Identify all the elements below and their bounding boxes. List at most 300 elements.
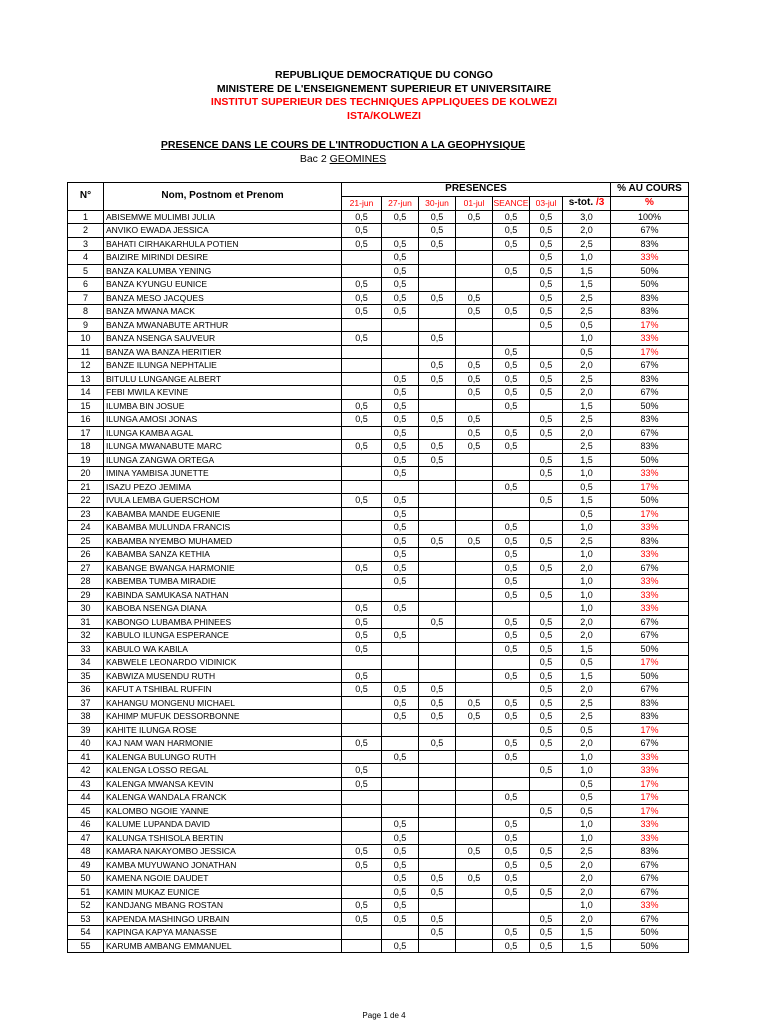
student-name: BANZA NSENGA SAUVEUR	[104, 332, 342, 346]
percent-cell: 83%	[611, 710, 689, 724]
table-row	[68, 899, 689, 913]
presence-cell: 0,5	[382, 534, 419, 548]
presence-cell: 0,5	[530, 453, 563, 467]
presence-cell: 0,5	[382, 885, 419, 899]
presence-cell	[342, 885, 382, 899]
percent-cell: 33%	[611, 575, 689, 589]
subtotal-cell: 2,0	[563, 629, 611, 643]
presence-cell: 0,5	[530, 318, 563, 332]
presence-cell	[456, 791, 493, 805]
row-number: 22	[68, 494, 104, 508]
subtotal-cell: 1,0	[563, 602, 611, 616]
presence-cell: 0,5	[342, 899, 382, 913]
presence-cell: 0,5	[342, 683, 382, 697]
student-name: ABISEMWE MULIMBI JULIA	[104, 210, 342, 224]
presence-cell	[493, 494, 530, 508]
student-name: KALUNGA TSHISOLA BERTIN	[104, 831, 342, 845]
table-row	[68, 440, 689, 454]
col-header-name: Nom, Postnom et Prenom	[104, 183, 342, 211]
row-number: 11	[68, 345, 104, 359]
col-header-presences: PRESENCES	[342, 183, 611, 197]
presence-cell	[419, 845, 456, 859]
presence-cell: 0,5	[382, 696, 419, 710]
presence-cell	[493, 291, 530, 305]
row-number: 21	[68, 480, 104, 494]
row-number: 41	[68, 750, 104, 764]
presence-cell: 0,5	[419, 413, 456, 427]
row-number: 48	[68, 845, 104, 859]
presence-cell	[382, 764, 419, 778]
percent-cell: 67%	[611, 426, 689, 440]
presence-cell	[419, 588, 456, 602]
presence-cell: 0,5	[342, 602, 382, 616]
percent-cell: 17%	[611, 507, 689, 521]
presence-cell: 0,5	[530, 885, 563, 899]
table-row	[68, 737, 689, 751]
presence-cell	[342, 656, 382, 670]
presence-cell	[493, 899, 530, 913]
student-name: BANZA KALUMBA YENING	[104, 264, 342, 278]
table-row	[68, 305, 689, 319]
row-number: 25	[68, 534, 104, 548]
presence-cell: 0,5	[493, 696, 530, 710]
presence-cell: 0,5	[493, 939, 530, 953]
presence-cell: 0,5	[530, 615, 563, 629]
presence-cell: 0,5	[493, 345, 530, 359]
student-name: FEBI MWILA KEVINE	[104, 386, 342, 400]
presence-cell	[419, 602, 456, 616]
presence-cell	[382, 615, 419, 629]
table-row	[68, 615, 689, 629]
presence-cell: 0,5	[456, 386, 493, 400]
presence-cell	[530, 818, 563, 832]
presence-cell	[456, 939, 493, 953]
presence-cell	[456, 264, 493, 278]
presence-cell	[493, 602, 530, 616]
col-header-number: N°	[68, 183, 104, 211]
presence-cell: 0,5	[530, 413, 563, 427]
presence-cell: 0,5	[382, 237, 419, 251]
table-row	[68, 629, 689, 643]
presence-cell	[382, 669, 419, 683]
subtotal-suffix: /3	[595, 196, 605, 208]
percent-cell: 67%	[611, 359, 689, 373]
presence-cell	[382, 345, 419, 359]
presence-cell: 0,5	[382, 845, 419, 859]
subtotal-cell: 2,0	[563, 224, 611, 238]
row-number: 5	[68, 264, 104, 278]
presence-cell	[342, 926, 382, 940]
date-header: 03-jul	[530, 196, 563, 210]
presence-cell: 0,5	[493, 926, 530, 940]
presence-cell: 0,5	[530, 710, 563, 724]
row-number: 24	[68, 521, 104, 535]
presence-cell: 0,5	[342, 278, 382, 292]
student-name: ILUNGA KAMBA AGAL	[104, 426, 342, 440]
table-row	[68, 345, 689, 359]
subtotal-label: s-tot.	[568, 196, 594, 208]
subtotal-cell: 0,5	[563, 345, 611, 359]
presence-cell	[419, 345, 456, 359]
row-number: 28	[68, 575, 104, 589]
table-row	[68, 224, 689, 238]
presence-cell: 0,5	[493, 264, 530, 278]
percent-cell: 100%	[611, 210, 689, 224]
presence-cell: 0,5	[382, 507, 419, 521]
student-name: KABAMBA MULUNDA FRANCIS	[104, 521, 342, 535]
presence-cell: 0,5	[530, 642, 563, 656]
table-row	[68, 683, 689, 697]
presence-cell	[419, 386, 456, 400]
presence-cell: 0,5	[456, 305, 493, 319]
date-header: 01-jul	[456, 196, 493, 210]
row-number: 17	[68, 426, 104, 440]
presence-cell: 0,5	[530, 723, 563, 737]
percent-cell: 17%	[611, 345, 689, 359]
presence-cell: 0,5	[493, 642, 530, 656]
presence-cell: 0,5	[419, 291, 456, 305]
subtitle-prefix: Bac 2	[299, 153, 330, 165]
percent-cell: 33%	[611, 467, 689, 481]
presence-cell: 0,5	[382, 912, 419, 926]
presence-cell	[342, 831, 382, 845]
presence-cell: 0,5	[382, 818, 419, 832]
percent-cell: 67%	[611, 885, 689, 899]
presence-cell	[419, 561, 456, 575]
presence-cell: 0,5	[530, 372, 563, 386]
presence-cell: 0,5	[530, 494, 563, 508]
subtotal-cell: 0,5	[563, 507, 611, 521]
table-body	[68, 210, 689, 953]
presence-cell: 0,5	[382, 210, 419, 224]
presence-cell	[456, 494, 493, 508]
presence-cell: 0,5	[493, 372, 530, 386]
presence-cell	[530, 575, 563, 589]
presence-cell: 0,5	[493, 534, 530, 548]
attendance-table	[67, 182, 689, 953]
presence-cell	[530, 507, 563, 521]
percent-cell: 67%	[611, 737, 689, 751]
presence-cell: 0,5	[530, 737, 563, 751]
percent-cell: 50%	[611, 669, 689, 683]
row-number: 33	[68, 642, 104, 656]
presence-cell: 0,5	[382, 278, 419, 292]
table-row	[68, 386, 689, 400]
presence-cell: 0,5	[456, 372, 493, 386]
table-row	[68, 791, 689, 805]
presence-cell	[493, 413, 530, 427]
table-row	[68, 723, 689, 737]
percent-cell: 17%	[611, 723, 689, 737]
presence-cell	[419, 548, 456, 562]
presence-cell	[456, 453, 493, 467]
presence-cell	[382, 480, 419, 494]
subtotal-cell: 0,5	[563, 480, 611, 494]
presence-cell	[456, 656, 493, 670]
percent-cell: 17%	[611, 480, 689, 494]
presence-cell: 0,5	[342, 291, 382, 305]
presence-cell: 0,5	[493, 224, 530, 238]
presence-cell	[382, 224, 419, 238]
table-row	[68, 561, 689, 575]
row-number: 35	[68, 669, 104, 683]
table-head	[68, 183, 689, 211]
institute-line: INSTITUT SUPERIEUR DES TECHNIQUES APPLIQUEES DE KOLWEZI	[210, 96, 558, 108]
table-row	[68, 278, 689, 292]
subtotal-cell: 2,5	[563, 413, 611, 427]
subtotal-cell: 2,0	[563, 737, 611, 751]
presence-cell: 0,5	[382, 264, 419, 278]
row-number: 13	[68, 372, 104, 386]
row-number: 10	[68, 332, 104, 346]
presence-cell	[342, 251, 382, 265]
row-number: 23	[68, 507, 104, 521]
presence-cell: 0,5	[456, 696, 493, 710]
subtotal-cell: 1,5	[563, 278, 611, 292]
table-row	[68, 764, 689, 778]
row-number: 55	[68, 939, 104, 953]
subtotal-cell: 1,5	[563, 453, 611, 467]
presence-cell	[342, 318, 382, 332]
presence-cell	[342, 575, 382, 589]
percent-cell: 17%	[611, 656, 689, 670]
percent-cell: 33%	[611, 750, 689, 764]
presence-cell: 0,5	[382, 291, 419, 305]
table-row	[68, 831, 689, 845]
row-number: 53	[68, 912, 104, 926]
presence-cell	[419, 791, 456, 805]
presence-cell	[456, 345, 493, 359]
presence-cell: 0,5	[419, 926, 456, 940]
row-number: 27	[68, 561, 104, 575]
table-row	[68, 332, 689, 346]
row-number: 18	[68, 440, 104, 454]
row-number: 51	[68, 885, 104, 899]
subtotal-cell: 1,0	[563, 575, 611, 589]
row-number: 37	[68, 696, 104, 710]
presence-cell	[530, 899, 563, 913]
row-number: 36	[68, 683, 104, 697]
table-row	[68, 399, 689, 413]
presence-cell: 0,5	[493, 831, 530, 845]
presence-cell: 0,5	[419, 534, 456, 548]
date-header: 30-jun	[419, 196, 456, 210]
percent-cell: 67%	[611, 615, 689, 629]
presence-cell: 0,5	[530, 764, 563, 778]
presence-cell	[342, 791, 382, 805]
presence-cell: 0,5	[382, 426, 419, 440]
percent-cell: 17%	[611, 318, 689, 332]
student-name: KALENGA LOSSO REGAL	[104, 764, 342, 778]
presence-cell: 0,5	[530, 588, 563, 602]
presence-cell	[456, 831, 493, 845]
subtotal-cell: 1,0	[563, 899, 611, 913]
subtotal-cell: 1,0	[563, 818, 611, 832]
presence-cell	[342, 534, 382, 548]
presence-cell: 0,5	[342, 440, 382, 454]
presence-cell: 0,5	[493, 615, 530, 629]
presence-cell: 0,5	[493, 845, 530, 859]
presence-cell: 0,5	[530, 858, 563, 872]
presence-cell: 0,5	[382, 251, 419, 265]
presence-cell: 0,5	[493, 237, 530, 251]
table-row	[68, 845, 689, 859]
subtotal-cell: 1,5	[563, 494, 611, 508]
presence-cell: 0,5	[342, 224, 382, 238]
subtotal-cell: 1,5	[563, 926, 611, 940]
presence-cell: 0,5	[530, 237, 563, 251]
student-name: KAPENDA MASHINGO URBAIN	[104, 912, 342, 926]
presence-cell	[456, 480, 493, 494]
presence-cell: 0,5	[530, 467, 563, 481]
subtotal-cell: 0,5	[563, 318, 611, 332]
presence-cell: 0,5	[530, 683, 563, 697]
presence-cell: 0,5	[493, 305, 530, 319]
presence-cell	[342, 696, 382, 710]
row-number: 29	[68, 588, 104, 602]
subtotal-cell: 0,5	[563, 723, 611, 737]
presence-cell	[342, 386, 382, 400]
presence-cell	[419, 521, 456, 535]
presence-cell	[530, 440, 563, 454]
percent-cell: 83%	[611, 237, 689, 251]
ministry-line: MINISTERE DE L'ENSEIGNEMENT SUPERIEUR ET UNIVERSITAIRE	[216, 82, 552, 95]
table-row	[68, 885, 689, 899]
table-row	[68, 710, 689, 724]
student-name: IMINA YAMBISA JUNETTE	[104, 467, 342, 481]
presence-cell	[382, 642, 419, 656]
presence-cell	[493, 251, 530, 265]
row-number: 34	[68, 656, 104, 670]
presence-cell	[493, 507, 530, 521]
presence-cell	[456, 642, 493, 656]
presence-cell	[456, 629, 493, 643]
subtotal-cell: 2,5	[563, 696, 611, 710]
presence-cell: 0,5	[530, 656, 563, 670]
presence-cell: 0,5	[419, 737, 456, 751]
subtotal-cell: 2,0	[563, 872, 611, 886]
subtotal-cell: 2,0	[563, 426, 611, 440]
student-name: KABANGE BWANGA HARMONIE	[104, 561, 342, 575]
presence-cell: 0,5	[342, 305, 382, 319]
subtotal-cell: 1,0	[563, 251, 611, 265]
presence-cell: 0,5	[419, 885, 456, 899]
presence-cell	[419, 723, 456, 737]
presence-cell	[456, 507, 493, 521]
student-name: ISAZU PEZO JEMIMA	[104, 480, 342, 494]
student-name: ILUNGA AMOSI JONAS	[104, 413, 342, 427]
presence-cell	[342, 345, 382, 359]
row-number: 49	[68, 858, 104, 872]
subtotal-cell: 1,0	[563, 332, 611, 346]
presence-cell: 0,5	[530, 912, 563, 926]
row-number: 3	[68, 237, 104, 251]
table-row	[68, 480, 689, 494]
presence-cell	[530, 602, 563, 616]
presence-cell: 0,5	[419, 224, 456, 238]
presence-cell: 0,5	[530, 386, 563, 400]
row-number: 19	[68, 453, 104, 467]
subtotal-cell: 1,5	[563, 939, 611, 953]
presence-cell	[419, 494, 456, 508]
presence-cell	[419, 939, 456, 953]
student-name: KAMARA NAKAYOMBO JESSICA	[104, 845, 342, 859]
presence-cell	[493, 764, 530, 778]
student-name: KABAMBA MANDE EUGENIE	[104, 507, 342, 521]
row-number: 32	[68, 629, 104, 643]
student-name: KAHANGU MONGENU MICHAEL	[104, 696, 342, 710]
presence-cell: 0,5	[382, 399, 419, 413]
student-name: KABAMBA NYEMBO MUHAMED	[104, 534, 342, 548]
presence-cell	[456, 399, 493, 413]
presence-cell: 0,5	[419, 210, 456, 224]
student-name: ILUNGA ZANGWA ORTEGA	[104, 453, 342, 467]
table-row	[68, 602, 689, 616]
row-number: 46	[68, 818, 104, 832]
student-name: KABULO ILUNGA ESPERANCE	[104, 629, 342, 643]
percent-cell: 33%	[611, 602, 689, 616]
subtotal-cell: 1,5	[563, 669, 611, 683]
student-name: ILUMBA BIN JOSUE	[104, 399, 342, 413]
presence-cell	[382, 723, 419, 737]
row-number: 6	[68, 278, 104, 292]
presence-cell	[456, 683, 493, 697]
presence-cell: 0,5	[530, 561, 563, 575]
student-name: KAPINGA KAPYA MANASSE	[104, 926, 342, 940]
presence-cell	[342, 453, 382, 467]
presence-cell: 0,5	[530, 926, 563, 940]
presence-cell: 0,5	[342, 642, 382, 656]
presence-cell: 0,5	[493, 440, 530, 454]
presence-cell	[493, 332, 530, 346]
presence-cell: 0,5	[342, 237, 382, 251]
presence-cell: 0,5	[342, 858, 382, 872]
table-row	[68, 939, 689, 953]
presence-cell	[419, 278, 456, 292]
presence-cell	[456, 818, 493, 832]
percent-cell: 33%	[611, 332, 689, 346]
presence-cell	[342, 818, 382, 832]
presence-cell: 0,5	[342, 764, 382, 778]
presence-cell	[456, 602, 493, 616]
presence-cell	[456, 885, 493, 899]
presence-cell	[493, 318, 530, 332]
presence-cell	[530, 399, 563, 413]
presence-cell	[456, 764, 493, 778]
presence-cell: 0,5	[530, 291, 563, 305]
table-row	[68, 777, 689, 791]
percent-cell: 33%	[611, 251, 689, 265]
presence-cell	[342, 521, 382, 535]
student-name: KABONGO LUBAMBA PHINEES	[104, 615, 342, 629]
percent-cell: 33%	[611, 588, 689, 602]
presence-cell	[493, 656, 530, 670]
presence-cell	[342, 426, 382, 440]
row-number: 43	[68, 777, 104, 791]
presence-cell	[419, 305, 456, 319]
presence-cell: 0,5	[419, 440, 456, 454]
presence-cell: 0,5	[342, 777, 382, 791]
percent-cell: 83%	[611, 440, 689, 454]
presence-cell	[419, 804, 456, 818]
presence-cell	[493, 723, 530, 737]
row-number: 44	[68, 791, 104, 805]
percent-cell: 50%	[611, 926, 689, 940]
presence-cell: 0,5	[493, 386, 530, 400]
row-number: 54	[68, 926, 104, 940]
presence-cell	[456, 615, 493, 629]
table-row	[68, 575, 689, 589]
